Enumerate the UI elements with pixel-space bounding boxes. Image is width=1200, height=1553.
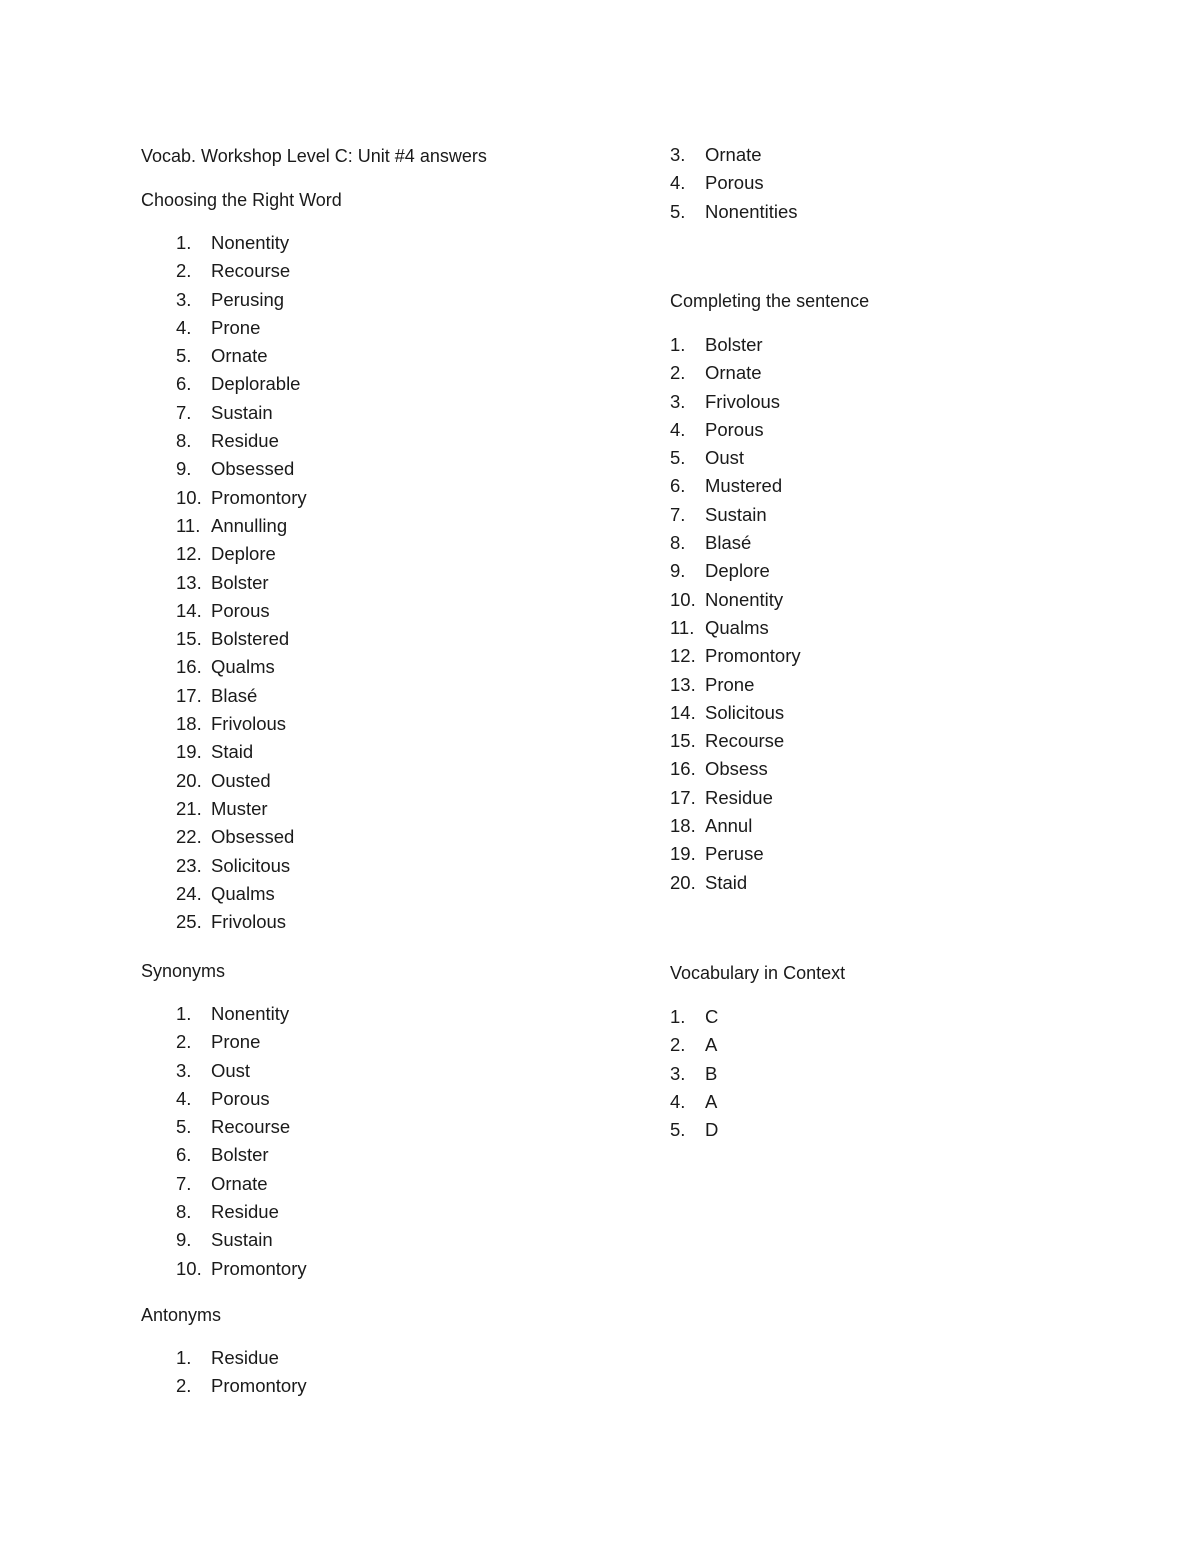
- item-number: 1.: [176, 1003, 192, 1024]
- item-answer: Prone: [705, 673, 755, 695]
- item-answer: Sustain: [211, 401, 273, 423]
- item-number: 25.: [176, 911, 202, 933]
- item-number: 19.: [176, 741, 202, 763]
- item-number: 5.: [670, 447, 686, 469]
- item-answer: Bolstered: [211, 628, 290, 650]
- list-item: [141, 1085, 307, 1113]
- item-answer: Recourse: [211, 1116, 291, 1138]
- list-item: [141, 1226, 307, 1254]
- list-item: [141, 1028, 307, 1056]
- list-item: [670, 331, 801, 359]
- list-item: [670, 1060, 718, 1088]
- item-answer: Solicitous: [705, 701, 785, 723]
- list-item: [670, 840, 801, 868]
- item-answer: Bolster: [211, 571, 269, 593]
- item-number: 3.: [176, 288, 192, 310]
- list-item: [670, 642, 801, 670]
- list-item: [141, 738, 307, 766]
- item-answer: Nonentities: [705, 200, 798, 222]
- list-item: [141, 653, 307, 681]
- item-answer: Prone: [211, 1031, 261, 1053]
- item-answer: Deplore: [211, 543, 276, 565]
- item-answer: Staid: [211, 741, 254, 763]
- item-number: 4.: [670, 1090, 686, 1112]
- item-number: 15.: [670, 730, 696, 752]
- item-answer: Porous: [705, 172, 764, 194]
- item-number: 8.: [176, 1201, 192, 1223]
- item-answer: Ornate: [705, 362, 762, 384]
- item-number: 9.: [176, 458, 192, 480]
- list-item: [670, 812, 801, 840]
- list-item: [141, 625, 307, 653]
- item-answer: Residue: [705, 786, 773, 808]
- list-item: [670, 501, 801, 529]
- item-answer: Mustered: [705, 475, 783, 497]
- item-number: 2.: [176, 1375, 192, 1397]
- item-answer: Bolster: [211, 1144, 269, 1166]
- item-answer: Promontory: [211, 1375, 307, 1397]
- item-number: 10.: [670, 588, 696, 610]
- item-answer: Porous: [705, 418, 764, 440]
- item-answer: Promontory: [211, 1257, 307, 1279]
- item-number: 24.: [176, 882, 202, 904]
- list-item: [141, 1255, 307, 1283]
- item-answer: A: [705, 1034, 718, 1056]
- item-answer: Residue: [211, 430, 279, 452]
- item-answer: Muster: [211, 797, 268, 819]
- list-item: [141, 569, 307, 597]
- item-answer: Peruse: [705, 843, 764, 865]
- item-number: 4.: [176, 316, 192, 338]
- item-answer: Oust: [211, 1059, 251, 1081]
- list-item: [141, 1344, 307, 1372]
- item-number: 4.: [176, 1087, 192, 1109]
- item-number: 3.: [670, 390, 686, 412]
- item-number: 1.: [176, 232, 192, 253]
- list-item: [670, 388, 801, 416]
- list-item: [141, 342, 307, 370]
- list-item: [670, 1088, 718, 1116]
- item-number: 18.: [670, 815, 696, 837]
- list-item: [141, 682, 307, 710]
- list-item: [141, 1057, 307, 1085]
- item-number: 8.: [670, 532, 686, 554]
- list-item: [141, 370, 307, 398]
- list-item: [141, 286, 307, 314]
- list-item: [670, 416, 801, 444]
- item-number: 22.: [176, 826, 202, 848]
- item-answer: Bolster: [705, 334, 763, 355]
- list-item: [670, 529, 801, 557]
- document-title: Vocab. Workshop Level C: Unit #4 answers: [141, 146, 487, 166]
- item-answer: Residue: [211, 1201, 279, 1223]
- item-number: 17.: [670, 786, 696, 808]
- item-answer: Staid: [705, 871, 748, 893]
- list-item: [670, 472, 801, 500]
- list-item: [141, 767, 307, 795]
- item-number: 3.: [670, 1062, 686, 1084]
- item-number: 2.: [670, 362, 686, 384]
- list-item: [141, 427, 307, 455]
- item-number: 10.: [176, 1257, 202, 1279]
- item-number: 2.: [176, 260, 192, 282]
- synonyms-list: [141, 1000, 307, 1283]
- list-item: [141, 597, 307, 625]
- item-number: 7.: [670, 503, 686, 525]
- item-number: 21.: [176, 797, 202, 819]
- list-item: [141, 710, 307, 738]
- item-number: 14.: [670, 701, 696, 723]
- item-answer: Frivolous: [211, 911, 287, 933]
- item-number: 7.: [176, 401, 192, 423]
- list-item: [141, 314, 307, 342]
- item-number: 4.: [670, 172, 686, 194]
- item-answer: Perusing: [211, 288, 285, 310]
- item-number: 11.: [176, 514, 201, 536]
- item-number: 6.: [176, 1144, 192, 1166]
- item-number: 16.: [176, 656, 202, 678]
- item-answer: Ousted: [211, 769, 271, 791]
- list-item: [670, 141, 798, 169]
- item-number: 4.: [670, 418, 686, 440]
- item-answer: Annul: [705, 815, 753, 837]
- item-answer: Recourse: [705, 730, 785, 752]
- list-item: [141, 1141, 307, 1169]
- item-answer: B: [705, 1062, 718, 1084]
- list-item: [141, 880, 307, 908]
- item-number: 16.: [670, 758, 696, 780]
- list-item: [670, 444, 801, 472]
- item-number: 15.: [176, 628, 202, 650]
- item-answer: Qualms: [211, 882, 275, 904]
- item-number: 12.: [670, 645, 696, 667]
- item-number: 20.: [670, 871, 696, 893]
- item-number: 5.: [176, 1116, 192, 1138]
- synonyms-heading: Synonyms: [141, 961, 226, 981]
- item-number: 2.: [176, 1031, 192, 1053]
- antonyms-list: [141, 1344, 307, 1401]
- item-answer: Obsessed: [211, 458, 295, 480]
- item-answer: Porous: [211, 1087, 270, 1109]
- list-item: [141, 512, 307, 540]
- list-item: [141, 1170, 307, 1198]
- item-number: 18.: [176, 713, 202, 735]
- item-answer: Blasé: [705, 532, 752, 554]
- item-number: 17.: [176, 684, 202, 706]
- list-item: [670, 1116, 718, 1144]
- item-number: 1.: [670, 334, 686, 355]
- item-answer: Qualms: [211, 656, 275, 678]
- item-number: 5.: [176, 345, 192, 367]
- item-answer: Prone: [211, 316, 261, 338]
- list-item: [141, 1372, 307, 1400]
- item-answer: Deplorable: [211, 373, 301, 395]
- item-answer: Ornate: [705, 144, 762, 165]
- list-item: [141, 1198, 307, 1226]
- item-answer: Annulling: [211, 514, 288, 536]
- list-item: [141, 229, 307, 257]
- item-answer: Qualms: [705, 616, 769, 638]
- item-answer: D: [705, 1119, 719, 1141]
- list-item: [670, 169, 798, 197]
- list-item: [670, 586, 801, 614]
- item-number: 19.: [670, 843, 696, 865]
- item-number: 3.: [670, 144, 686, 165]
- item-answer: Nonentity: [705, 588, 784, 610]
- list-item: [670, 198, 798, 226]
- choosing-heading: Choosing the Right Word: [141, 190, 342, 210]
- list-item: [141, 908, 307, 936]
- item-answer: Obsess: [705, 758, 768, 780]
- list-item: [141, 852, 307, 880]
- item-answer: Solicitous: [211, 854, 291, 876]
- list-item: [670, 1003, 718, 1031]
- item-number: 5.: [670, 200, 686, 222]
- item-number: 1.: [670, 1006, 686, 1027]
- item-answer: Blasé: [211, 684, 258, 706]
- item-answer: Residue: [211, 1347, 279, 1368]
- item-answer: Recourse: [211, 260, 291, 282]
- list-item: [670, 727, 801, 755]
- item-answer: Porous: [211, 599, 270, 621]
- list-item: [141, 484, 307, 512]
- item-number: 9.: [176, 1229, 192, 1251]
- item-answer: Sustain: [705, 503, 767, 525]
- list-item: [141, 540, 307, 568]
- item-number: 5.: [670, 1119, 686, 1141]
- list-item: [141, 257, 307, 285]
- item-answer: Sustain: [211, 1229, 273, 1251]
- item-number: 8.: [176, 430, 192, 452]
- item-number: 10.: [176, 486, 202, 508]
- list-item: [670, 699, 801, 727]
- list-item: [141, 1000, 307, 1028]
- item-number: 6.: [670, 475, 686, 497]
- item-number: 3.: [176, 1059, 192, 1081]
- item-answer: Oust: [705, 447, 745, 469]
- item-number: 1.: [176, 1347, 192, 1368]
- completing-list: [670, 331, 801, 897]
- item-answer: Promontory: [211, 486, 307, 508]
- choosing-list: [141, 229, 307, 936]
- antonyms-heading: Antonyms: [141, 1305, 222, 1325]
- context-list: [670, 1003, 718, 1144]
- list-item: [670, 359, 801, 387]
- item-answer: Ornate: [211, 1172, 268, 1194]
- item-number: 11.: [670, 616, 695, 638]
- completing-heading: Completing the sentence: [670, 291, 870, 311]
- context-heading: Vocabulary in Context: [670, 963, 846, 983]
- item-answer: Ornate: [211, 345, 268, 367]
- item-number: 2.: [670, 1034, 686, 1056]
- list-item: [670, 557, 801, 585]
- list-item: [670, 671, 801, 699]
- list-item: [141, 455, 307, 483]
- item-answer: Nonentity: [211, 1003, 290, 1024]
- item-answer: Nonentity: [211, 232, 290, 253]
- item-number: 23.: [176, 854, 202, 876]
- item-answer: Frivolous: [705, 390, 781, 412]
- item-number: 13.: [670, 673, 696, 695]
- list-item: [670, 784, 801, 812]
- item-number: 7.: [176, 1172, 192, 1194]
- item-answer: A: [705, 1090, 718, 1112]
- list-item: [670, 1031, 718, 1059]
- list-item: [670, 869, 801, 897]
- item-number: 9.: [670, 560, 686, 582]
- list-item: [670, 755, 801, 783]
- item-number: 13.: [176, 571, 202, 593]
- item-answer: C: [705, 1006, 719, 1027]
- item-answer: Obsessed: [211, 826, 295, 848]
- item-answer: Frivolous: [211, 713, 287, 735]
- list-item: [141, 823, 307, 851]
- item-number: 14.: [176, 599, 202, 621]
- list-item: [141, 795, 307, 823]
- list-item: [141, 1113, 307, 1141]
- item-number: 20.: [176, 769, 202, 791]
- item-number: 6.: [176, 373, 192, 395]
- item-number: 12.: [176, 543, 202, 565]
- list-item: [670, 614, 801, 642]
- item-answer: Promontory: [705, 645, 801, 667]
- list-item: [141, 399, 307, 427]
- antonyms-list-continued: [670, 141, 798, 226]
- item-answer: Deplore: [705, 560, 770, 582]
